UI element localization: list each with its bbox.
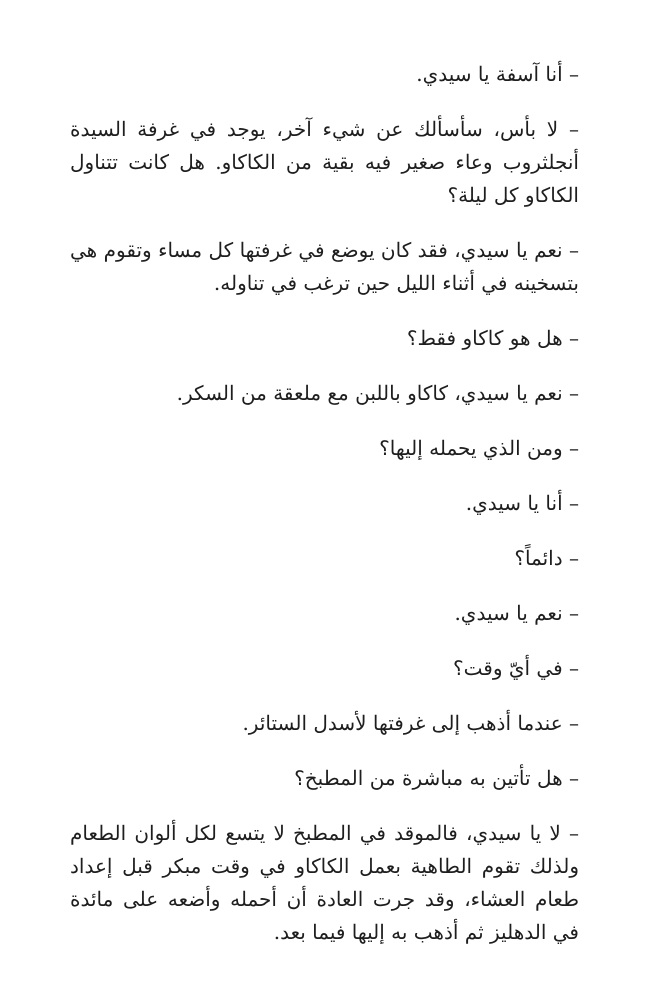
dialogue-line-kitchen-explanation: – لا يا سيدي، فالموقد في المطبخ لا يتسع لكل ألوان الطعام ولذلك تقوم الطاهية بعمل الكاكاو في وقت مبكر قبل إعداد طعام العشاء، وقد جرت العادة أن أحمله وأضعه على مائدة في الدهليز ثم أذهب به إليها فيما بعد.: [70, 821, 579, 944]
dialogue-line-apology: – أنا آسفة يا سيدي.: [416, 62, 579, 86]
dialogue-line-cocoa-answer: – نعم يا سيدي، فقد كان يوضع في غرفتها كل مساء وتقوم هي بتسخينه في أثناء الليل حين ترغب في تناوله.: [70, 238, 579, 295]
dialogue-line-cocoa-question: – لا بأس، سأسألك عن شيء آخر، يوجد في غرفة السيدة أنجلثروب وعاء صغير فيه بقية من الكاكاو. هل كانت تتناول الكاكاو كل ليلة؟: [70, 117, 579, 207]
dialogue-line-only-cocoa: – هل هو كاكاو فقط؟: [406, 326, 579, 350]
dialogue-line-yes-sir: – نعم يا سيدي.: [454, 601, 579, 625]
dialogue-line-always: – دائماً؟: [514, 546, 579, 570]
dialogue-line-from-kitchen: – هل تأتين به مباشرة من المطبخ؟: [294, 766, 579, 790]
dialogue-line-me-sir: – أنا يا سيدي.: [465, 491, 579, 515]
dialogue-line-milk-sugar: – نعم يا سيدي، كاكاو باللبن مع ملعقة من السكر.: [176, 381, 579, 405]
dialogue-line-curtains: – عندما أذهب إلى غرفتها لأسدل الستائر.: [242, 711, 579, 735]
dialogue-line-what-time: – في أيّ وقت؟: [453, 656, 579, 680]
dialogue-line-who-carries: – ومن الذي يحمله إليها؟: [379, 436, 579, 460]
